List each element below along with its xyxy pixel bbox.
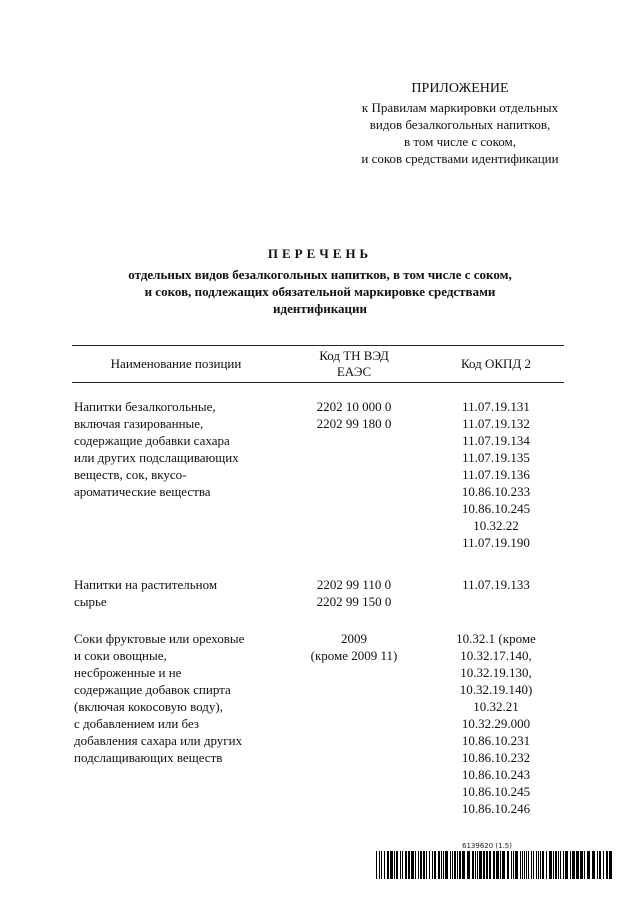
table-row — [72, 576, 564, 630]
cell-line: 10.86.10.243 — [461, 767, 531, 782]
barcode-bar — [606, 851, 608, 879]
barcode-bar — [528, 851, 529, 879]
barcode-bar — [496, 851, 499, 879]
barcode-bar — [489, 851, 491, 879]
barcode-bar — [520, 851, 521, 879]
cell-line: 10.86.10.246 — [461, 801, 531, 816]
barcode-bar — [576, 851, 579, 879]
table-row — [72, 630, 564, 820]
barcode-bar — [515, 851, 518, 879]
header-tnved-line: ЕАЭС — [336, 364, 372, 379]
header-name-label: Наименование позиции — [110, 356, 242, 371]
cell-line: (включая кокосовую воду), — [74, 699, 223, 714]
cell-tnved — [280, 630, 428, 664]
table-header — [72, 345, 564, 383]
barcode-bar — [603, 851, 604, 879]
appendix-line: и соков средствами идентификации — [361, 151, 559, 166]
barcode-bar — [553, 851, 554, 879]
barcode-bar — [457, 851, 458, 879]
barcode-bar — [415, 851, 416, 879]
cell-line: 11.07.19.132 — [462, 416, 530, 431]
barcode-bar — [387, 851, 389, 879]
barcode-bar — [500, 851, 501, 879]
barcode-bar — [483, 851, 485, 879]
barcode-bar — [405, 851, 407, 879]
barcode-bar — [450, 851, 451, 879]
barcode-bar — [565, 851, 568, 879]
cell-tnved — [280, 576, 428, 610]
barcode-bar — [597, 851, 598, 879]
cell-line: добавления сахара или других — [74, 733, 243, 748]
barcode-bar — [609, 851, 612, 879]
barcode-bar — [384, 851, 385, 879]
appendix-heading: ПРИЛОЖЕНИЕ — [411, 81, 509, 96]
cell-line: и соки овощные, — [74, 648, 167, 663]
cell-line: 10.86.10.245 — [461, 501, 531, 516]
header-name — [72, 346, 280, 382]
barcode-bar — [540, 851, 541, 879]
barcode-bar — [477, 851, 478, 879]
cell-line: 10.86.10.231 — [461, 733, 531, 748]
barcode-bar — [536, 851, 537, 879]
header-tnved — [280, 346, 428, 382]
header-okpd — [428, 346, 564, 382]
cell-line: сырье — [74, 594, 107, 609]
cell-line: 11.07.19.190 — [462, 535, 530, 550]
cell-line: 2202 99 110 0 — [316, 577, 392, 592]
barcode-bar — [462, 851, 465, 879]
cell-okpd — [428, 398, 564, 551]
barcode-bar — [563, 851, 564, 879]
appendix-line: в том числе с соком, — [403, 134, 517, 149]
cell-line: 10.86.10.233 — [461, 484, 531, 499]
barcode-bar — [418, 851, 419, 879]
cell-line: 10.32.1 (кроме — [456, 631, 536, 646]
cell-name — [74, 398, 284, 500]
cell-line: включая газированные, — [74, 416, 204, 431]
barcode-bar — [555, 851, 557, 879]
barcode-bar — [572, 851, 575, 879]
cell-line: 10.86.10.232 — [461, 750, 531, 765]
barcode-bar — [390, 851, 393, 879]
cell-tnved — [280, 398, 428, 432]
cell-line: несброженные и не — [74, 665, 182, 680]
cell-name — [74, 630, 284, 766]
appendix-line: видов безалкогольных напитков, — [369, 117, 551, 132]
barcode-bar — [558, 851, 559, 879]
cell-line: 11.07.19.131 — [462, 399, 530, 414]
document-title: ПЕРЕЧЕНЬ — [267, 246, 373, 261]
barcode-bar — [526, 851, 527, 879]
barcode-bar — [394, 851, 395, 879]
barcode-bar — [420, 851, 422, 879]
barcode-bar — [438, 851, 440, 879]
barcode-bar — [507, 851, 509, 879]
barcode-bar — [502, 851, 505, 879]
barcode-bar — [381, 851, 382, 879]
barcode-bar — [549, 851, 552, 879]
subtitle-line: отдельных видов безалкогольных напитков, в том числе с соком, — [128, 267, 512, 282]
cell-line: 10.32.29.000 — [461, 716, 531, 731]
barcode-bar — [486, 851, 488, 879]
appendix-line: к Правилам маркировки отдельных — [361, 100, 559, 115]
barcode-bar — [570, 851, 571, 879]
barcode-bar — [479, 851, 482, 879]
barcode-bar — [402, 851, 403, 879]
barcode-bar — [459, 851, 461, 879]
barcode-bar — [533, 851, 534, 879]
barcode-bar — [531, 851, 532, 879]
cell-line: 11.07.19.135 — [462, 450, 530, 465]
barcode-bar — [443, 851, 444, 879]
barcode-bar — [423, 851, 425, 879]
cell-line: 2202 99 150 0 — [316, 594, 392, 609]
cell-line: (кроме 2009 11) — [310, 648, 398, 663]
barcode-bar — [522, 851, 523, 879]
cell-line: 11.07.19.133 — [462, 577, 530, 592]
header-okpd-label: Код ОКПД 2 — [460, 356, 532, 371]
barcode-bar — [376, 851, 377, 879]
cell-okpd — [428, 576, 564, 593]
barcode-bar — [434, 851, 436, 879]
barcode-bar — [445, 851, 448, 879]
barcode-bar — [432, 851, 433, 879]
barcode-bar — [441, 851, 442, 879]
header-tnved-line: Код ТН ВЭД — [319, 348, 389, 363]
cell-line: 2202 10 000 0 — [316, 399, 392, 414]
cell-line: с добавлением или без — [74, 716, 200, 731]
barcode-image — [376, 851, 612, 879]
cell-line: содержащие добавки сахара — [74, 433, 230, 448]
cell-line: 10.32.21 — [473, 699, 519, 714]
cell-line: Напитки безалкогольные, — [74, 399, 216, 414]
barcode-bar — [379, 851, 380, 879]
table-body — [72, 398, 564, 820]
barcode-bar — [542, 851, 544, 879]
cell-line: 10.32.22 — [473, 518, 519, 533]
cell-line: Напитки на растительном — [74, 577, 218, 592]
appendix-block — [300, 80, 620, 167]
barcode-bar — [467, 851, 470, 879]
cell-line: содержащие добавок спирта — [74, 682, 231, 697]
cell-name — [74, 576, 284, 610]
cell-line: ароматические вещества — [74, 484, 211, 499]
cell-line: 10.32.17.140, — [460, 648, 532, 663]
cell-line: 2202 99 180 0 — [316, 416, 392, 431]
document-subtitle — [80, 266, 560, 317]
barcode-bar — [408, 851, 410, 879]
barcode-bar — [454, 851, 456, 879]
cell-line: 11.07.19.136 — [462, 467, 530, 482]
barcode-bar — [400, 851, 401, 879]
barcode-bar — [580, 851, 583, 879]
barcode-bar — [411, 851, 414, 879]
barcode-bar — [546, 851, 547, 879]
cell-line: 10.32.19.130, — [460, 665, 532, 680]
barcode-bar — [599, 851, 601, 879]
barcode-bar — [513, 851, 514, 879]
cell-line: веществ, сок, вкусо- — [74, 467, 187, 482]
barcode-bar — [426, 851, 427, 879]
cell-okpd — [428, 630, 564, 817]
cell-line: подслащивающих веществ — [74, 750, 223, 765]
cell-line: 11.07.19.134 — [462, 433, 530, 448]
barcode-bar — [475, 851, 476, 879]
subtitle-line: и соков, подлежащих обязательной маркировке средствами — [144, 284, 496, 299]
cell-line: 10.86.10.245 — [461, 784, 531, 799]
barcode-bar — [560, 851, 561, 879]
barcode-label: 6139620 (1.5) — [462, 842, 512, 850]
barcode-bar — [396, 851, 398, 879]
barcode-bar — [452, 851, 453, 879]
barcode-bar — [584, 851, 585, 879]
cell-line: Соки фруктовые или ореховые — [74, 631, 245, 646]
barcode-bar — [587, 851, 590, 879]
barcode-bar — [524, 851, 525, 879]
subtitle-line: идентификации — [273, 301, 367, 316]
cell-line: или других подслащивающих — [74, 450, 239, 465]
barcode-bar — [592, 851, 595, 879]
cell-line: 2009 — [341, 631, 367, 646]
barcode-bar — [493, 851, 495, 879]
barcode-bar — [511, 851, 512, 879]
table-row — [72, 398, 564, 576]
cell-line: 10.32.19.140) — [459, 682, 533, 697]
barcode-bar — [472, 851, 474, 879]
barcode-bar — [538, 851, 539, 879]
barcode-bar — [429, 851, 430, 879]
